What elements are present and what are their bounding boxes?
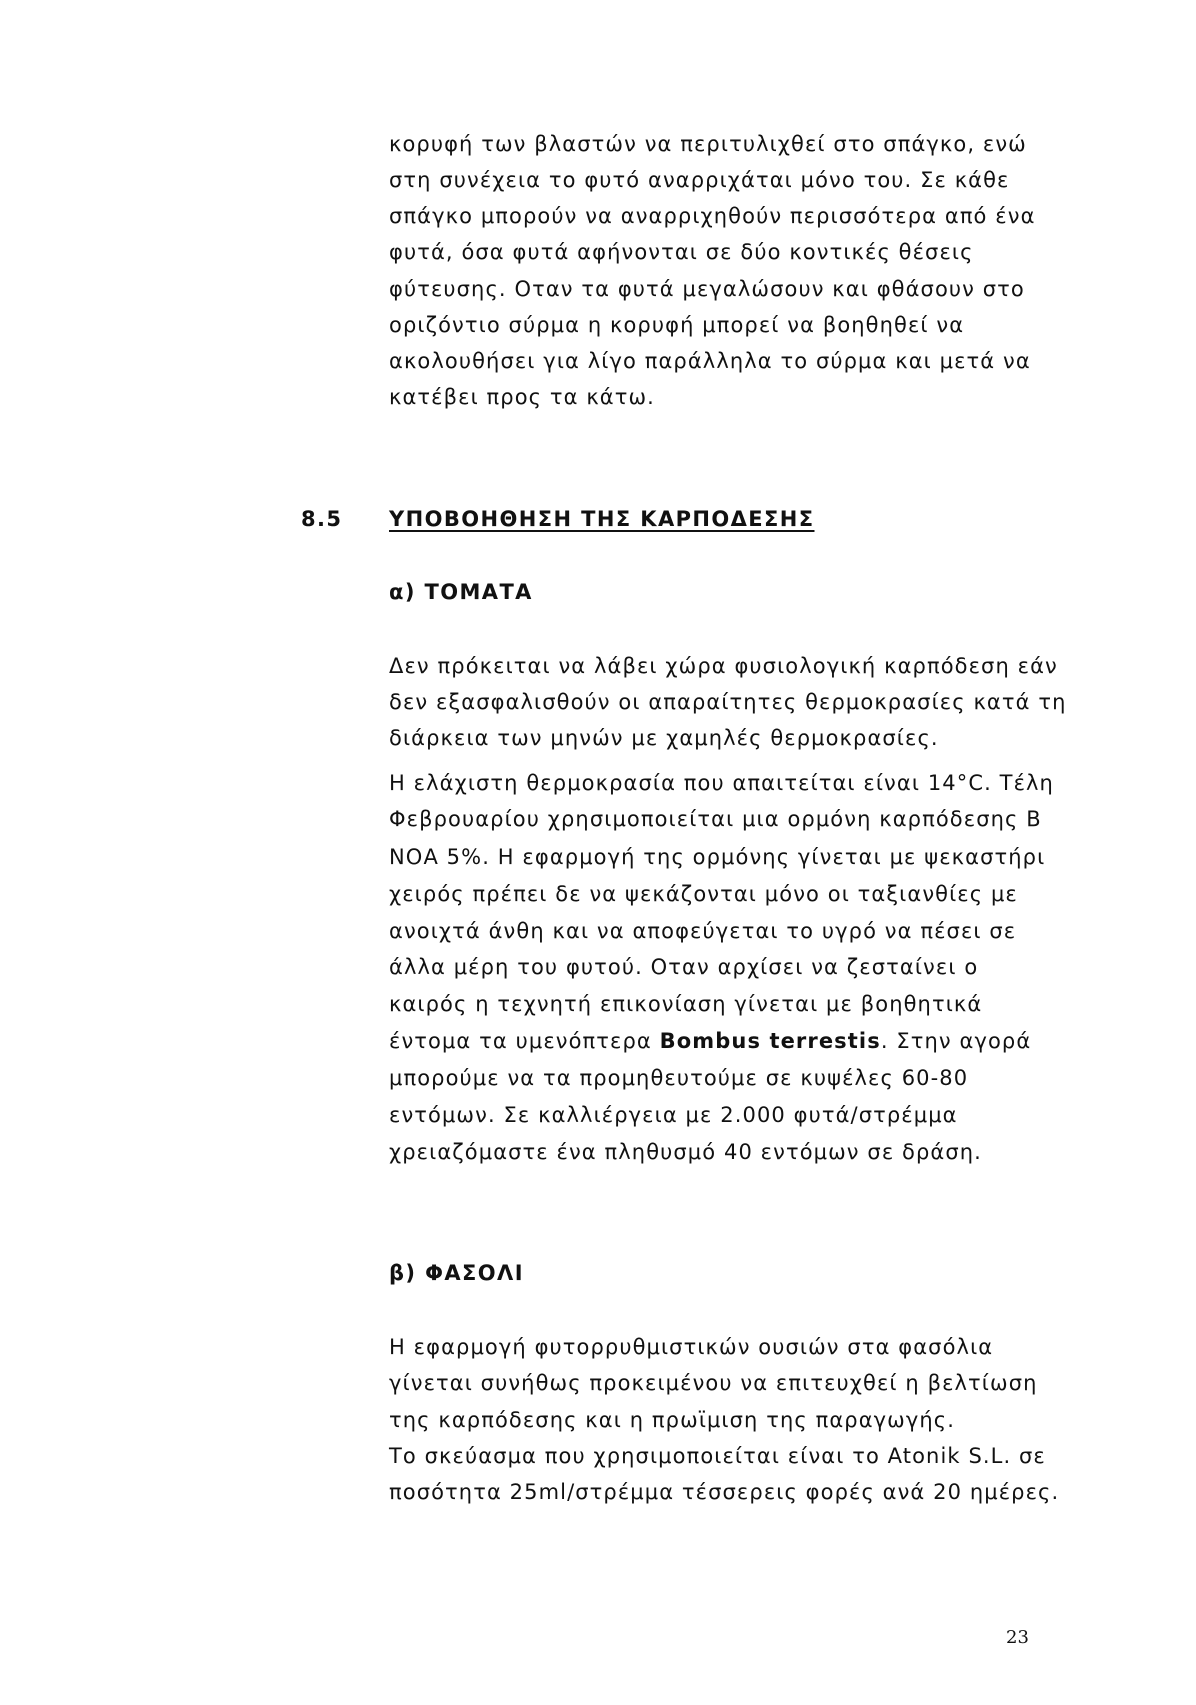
tomato-line: άλλα μέρη του φυτού. Οταν αρχίσει να ζεσταίνει ο — [389, 955, 979, 979]
tomato-line: Η ελάχιστη θερμοκρασία που απαιτείται είναι 14°C. Τέλη — [389, 771, 1054, 795]
intro-line: φύτευσης. Οταν τα φυτά μεγαλώσουν και φθάσουν στο — [389, 277, 1025, 301]
tomato-heading: α) ΤΟΜΑΤΑ — [389, 580, 533, 604]
bombus-line — [389, 1027, 1031, 1055]
intro-line: φυτά, όσα φυτά αφήνονται σε δύο κοντικές θέσεις — [389, 240, 974, 264]
tomato-line: χειρός πρέπει δε να ψεκάζονται μόνο οι ταξιανθίες με — [389, 882, 1018, 906]
bean-line: της καρπόδεσης και η πρωϊμιση της παραγωγής. — [389, 1408, 955, 1432]
bombus-line-before: έντομα τα υμενόπτερα — [389, 1029, 660, 1053]
tomato-line: ανοιχτά άνθη και να αποφεύγεται το υγρό να πέσει σε — [389, 919, 1017, 943]
tomato-line: Φεβρουαρίου χρησιμοποιείται μια ορμόνη καρπόδεσης Β — [389, 807, 1042, 831]
tomato-line: χρειαζόμαστε ένα πληθυσμό 40 εντόμων σε δράση. — [389, 1140, 982, 1164]
tomato-line: Δεν πρόκειται να λάβει χώρα φυσιολογική καρπόδεση εάν — [389, 654, 1058, 678]
section-title: ΥΠΟΒΟΗΘΗΣΗ ΤΗΣ ΚΑΡΠΟΔΕΣΗΣ — [389, 507, 815, 531]
intro-line: κατέβει προς τα κάτω. — [389, 385, 655, 409]
intro-line: οριζόντιο σύρμα η κορυφή μπορεί να βοηθηθεί να — [389, 313, 965, 337]
bombus-line-after: . Στην αγορά — [880, 1029, 1032, 1053]
intro-line: σπάγκο μπορούν να αναρριχηθούν περισσότερα από ένα — [389, 204, 1036, 228]
intro-line: στη συνέχεια το φυτό αναρριχάται μόνο του. Σε κάθε — [389, 168, 1010, 192]
species-name: Bombus terrestis — [659, 1029, 881, 1053]
intro-line: ακολουθήσει για λίγο παράλληλα το σύρμα και μετά να — [389, 349, 1031, 373]
bean-line: Η εφαρμογή φυτορρυθμιστικών ουσιών στα φασόλια — [389, 1335, 994, 1359]
tomato-line: καιρός η τεχνητή επικονίαση γίνεται με βοηθητικά — [389, 992, 983, 1016]
tomato-line: εντόμων. Σε καλλιέργεια με 2.000 φυτά/στρέμμα — [389, 1103, 958, 1127]
bean-heading: β) ΦΑΣΟΛΙ — [389, 1261, 524, 1285]
tomato-line: διάρκεια των μηνών με χαμηλές θερμοκρασίες. — [389, 726, 939, 750]
tomato-line: ΝΟΑ 5%. Η εφαρμογή της ορμόνης γίνεται με ψεκαστήρι — [389, 845, 1046, 869]
bean-line: ποσότητα 25ml/στρέμμα τέσσερεις φορές ανά 20 ημέρες. — [389, 1480, 1060, 1504]
tomato-line: δεν εξασφαλισθούν οι απαραίτητες θερμοκρασίες κατά τη — [389, 690, 1067, 714]
bean-line: Το σκεύασμα που χρησιμοποιείται είναι το Atonik S.L. σε — [389, 1444, 1046, 1468]
bean-line: γίνεται συνήθως προκειμένου να επιτευχθεί η βελτίωση — [389, 1371, 1038, 1395]
intro-line: κορυφή των βλαστών να περιτυλιχθεί στο σπάγκο, ενώ — [389, 132, 1027, 156]
section-number: 8.5 — [301, 507, 343, 531]
tomato-line: μπορούμε να τα προμηθευτούμε σε κυψέλες 60-80 — [389, 1066, 969, 1090]
page-number: 23 — [1006, 1627, 1029, 1648]
